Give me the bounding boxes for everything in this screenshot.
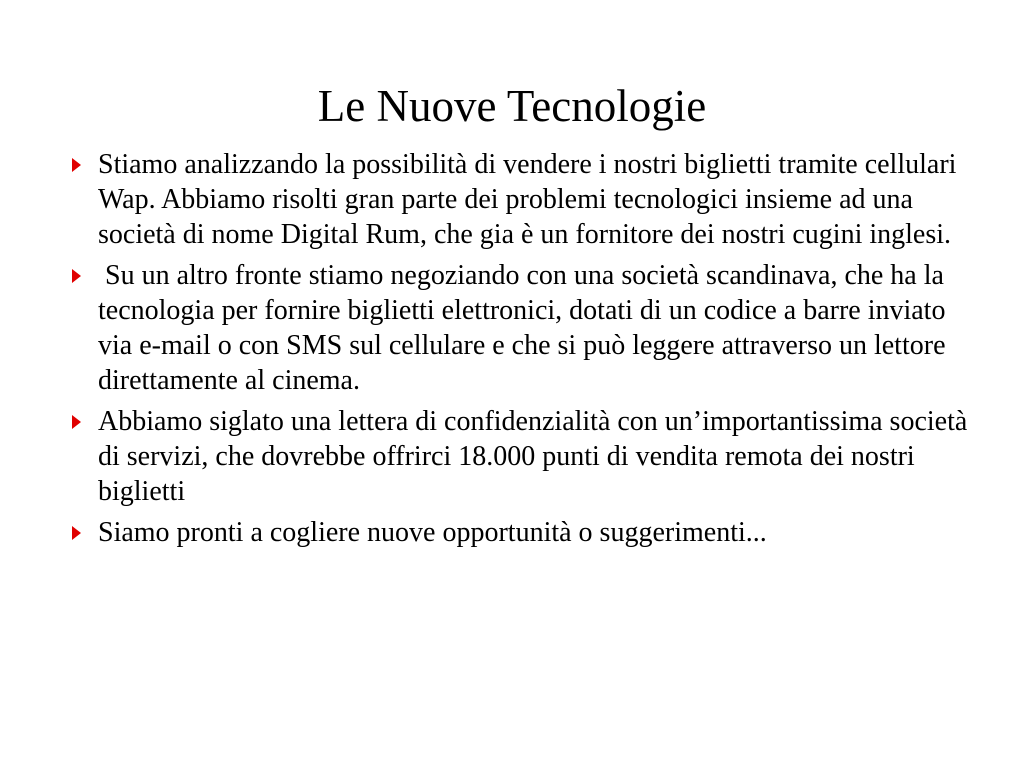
red-triangle-bullet-icon bbox=[72, 415, 81, 429]
bullet-item bbox=[70, 515, 975, 550]
bullet-item bbox=[70, 404, 975, 509]
red-triangle-bullet-icon bbox=[72, 158, 81, 172]
slide-title: Le Nuove Tecnologie bbox=[317, 81, 707, 131]
bullet-item bbox=[70, 258, 975, 398]
bullet-text: Abbiamo siglato una lettera di confidenzialità con un’importantissima società di servizi, che dovrebbe offrirci 18.000 punti di vendita remota dei nostri biglietti bbox=[98, 406, 975, 507]
bullet-item bbox=[70, 147, 975, 252]
red-triangle-bullet-icon bbox=[72, 526, 81, 540]
bullet-text: Stiamo analizzando la possibilità di vendere i nostri biglietti tramite cellulari Wap. Abbiamo risolti gran parte dei problemi tecnologici insieme ad una società di nome Digital Rum, che gia è un fornitore dei nostri cugini inglesi. bbox=[98, 149, 963, 250]
bullet-text: Siamo pronti a cogliere nuove opportunità o suggerimenti... bbox=[98, 517, 767, 548]
red-triangle-bullet-icon bbox=[72, 269, 81, 283]
bullet-list bbox=[70, 147, 975, 556]
bullet-text: Su un altro fronte stiamo negoziando con una società scandinava, che ha la tecnologia per fornire biglietti elettronici, dotati di un codice a barre inviato via e-mail o con SMS sul cellulare e che si può leggere attraverso un lettore direttamente al cinema. bbox=[98, 260, 953, 396]
